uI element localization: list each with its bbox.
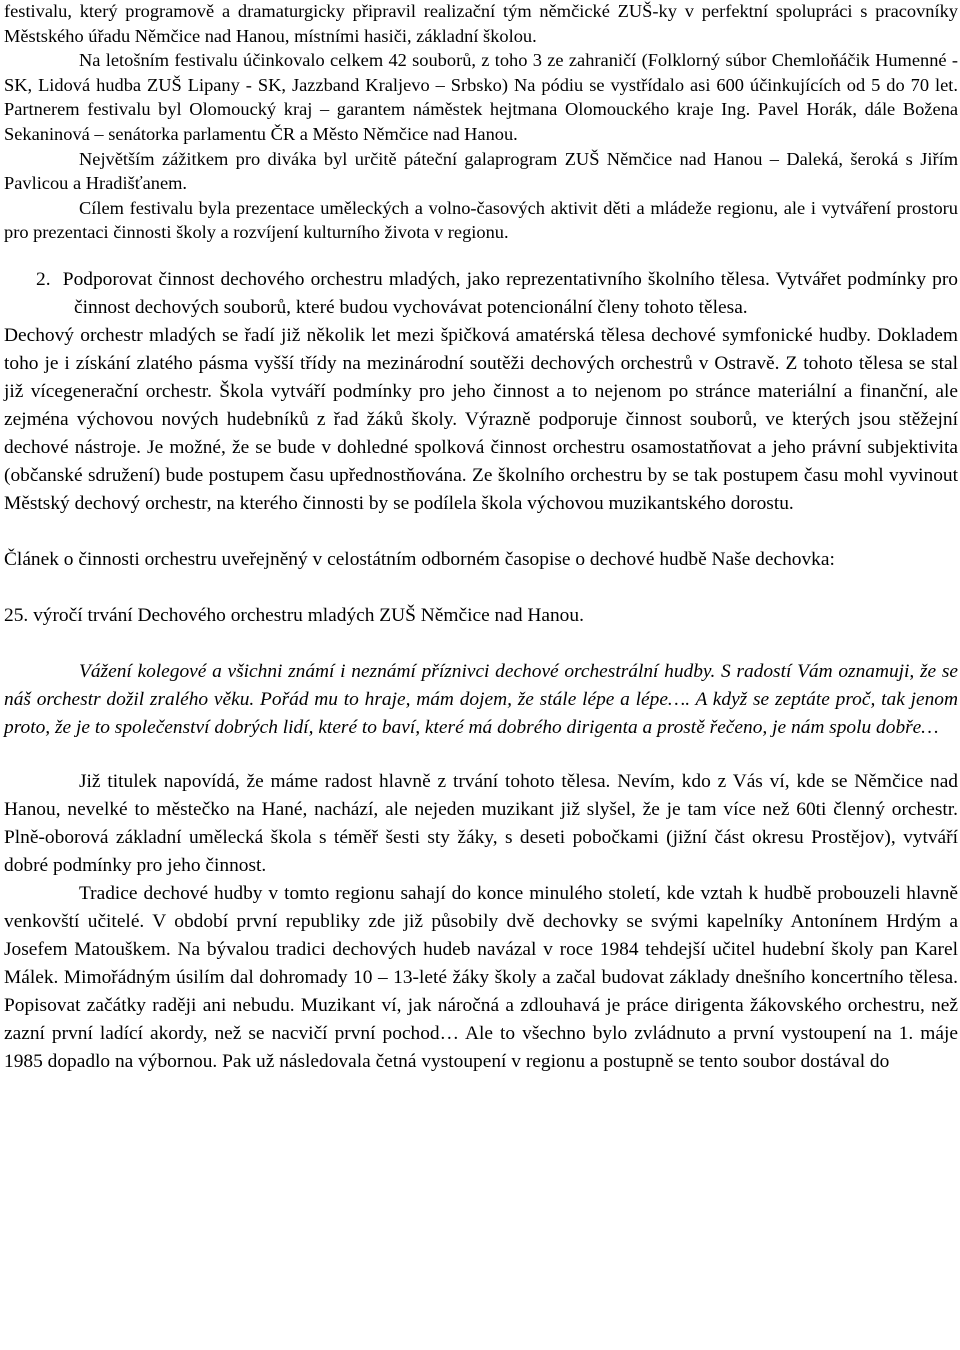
numbered-item-2: [4, 266, 958, 322]
article-title: 25. výročí trvání Dechového orchestru mladých ZUŠ Němčice nad Hanou.: [4, 604, 584, 626]
article-body-paragraph-2: Tradice dechové hudby v tomto regionu sahají do konce minulého století, kde vztah k hudbě probouzeli hlavně venkovští učitelé. V období první republiky zde již působily dvě dechovky se svými kapelníky Antonínem Hrdým a Josefem Matouškem. Na bývalou tradici dechových hudeb navázal v roce 1984 tehdejší učitel hudební školy pan Karel Málek. Mimořádným úsilím dal dohromady 10 – 13-leté žáky školy a začal budovat základy dnešního koncertního tělesa. Popisovat začátky raději ani nebudu. Muzikant ví, jak náročná a zdlouhavá je práce dirigenta žákovského orchestru, než zazní první ladící akordy, než se nacvičí první pochod… Ale to všechno bylo zvládnuto a první vystoupení na 1. máje 1985 dopadlo na výbornou. Pak už následovala četná vystoupení v regionu a postupně se tento soubor dostával do: [4, 882, 958, 1072]
document-page: [4, 0, 958, 1076]
spacer: [4, 742, 958, 768]
article-intro: Článek o činnosti orchestru uveřejněný v celostátním odborném časopise o dechové hudbě Naše dechovka:: [4, 548, 835, 570]
content-section: [4, 266, 958, 1076]
article-body-paragraph-1: Již titulek napovídá, že máme radost hlavně z trvání tohoto tělesa. Nevím, kdo z Vás ví, kde se Němčice nad Hanou, nevelké to městečko na Hané, nachází, ale nejeden muzikant již slyšel, že je tam více než 60ti členný orchestr. Plně-oborová základní umělecká škola s téměř šesti sty žáky, s deseti pobočkami (jižní část okresu Prostějov), vytváří dobré podmínky pro jeho činnost.: [4, 770, 958, 876]
spacer: [4, 245, 958, 266]
festival-paragraph-highlight: Největším zážitkem pro diváka byl určitě páteční galaprogram ZUŠ Němčice nad Hanou – Daleká, šeroká s Jiřím Pavlicou a Hradišťanem.: [4, 148, 958, 194]
orchestra-paragraph: Dechový orchestr mladých se řadí již několik let mezi špičková amatérská tělesa dechové symfonické hudby. Dokladem toho je i získání zlatého pásma vyšší třídy na mezinárodní soutěži dechových orchestrů v Ostravě. Z tohoto tělesa se stal již vícegenerační orchestr. Škola vytváří podmínky pro jeho činnost a to nejenom po stránce materiální a finanční, ale zejména výchovou nových hudebníků z řad žáků školy. Výrazně podporuje činnost souborů, ve kterých jsou stěžejní dechové nástroje. Je možné, že se bude v dohledné spolková činnost orchestru osamostatňovat a jeho právní subjektivita (občanské sdružení) bude postupem času upřednostňována. Ze školního orchestru by se tak postupem času mohl vyvinout Městský dechový orchestr, na kterého činnosti by se podílela škola výchovou muzikantského dorostu.: [4, 324, 958, 514]
festival-paragraph-ensembles: Na letošním festivalu účinkovalo celkem 42 souborů, z toho 3 ze zahraničí (Folklorný súbor Chemloňáčik Humenné - SK, Lidová hudba ZUŠ Lipany - SK, Jazzband Kraljevo – Srbsko) Na pódiu se vystřídalo asi 600 účinkujících od 5 do 70 let. Partnerem festivalu byl Olomoucký kraj – garantem náměstek hejtmana Olomouckého kraje Ing. Pavel Horák, dále Božena Sekaninová – senátorka parlamentu ČR a Město Němčice nad Hanou.: [4, 50, 958, 144]
festival-paragraph-cont: festivalu, který programově a dramaturgicky připravil realizační tým němčické ZUŠ-ky v perfektní spolupráci s pracovníky Městského úřadu Němčice nad Hanou, místními hasiči, základní školou.: [4, 1, 958, 46]
spacer: [4, 518, 958, 546]
item-number: 2.: [36, 268, 51, 290]
spacer: [4, 630, 958, 658]
spacer: [4, 574, 958, 602]
festival-paragraph-goal: Cílem festivalu byla prezentace uměleckých a volno-časových aktivit děti a mládeže regionu, ale i vytváření prostoru pro prezentaci činnosti školy a rozvíjení kulturního života v regionu.: [4, 197, 958, 243]
festival-section: [4, 0, 958, 245]
article-greeting: Vážení kolegové a všichni známí i neznámí příznivci dechové orchestrální hudby. S radostí Vám oznamuji, že se náš orchestr dožil zralého věku. Pořád mu to hraje, mám dojem, že stále lépe a lépe…. A když se zeptáte proč, tak jenom proto, že je to společenství dobrých lidí, které to baví, které má dobrého dirigenta a prostě řečeno, je nám spolu dobře…: [4, 660, 958, 738]
item-text: Podporovat činnost dechového orchestru mladých, jako reprezentativního školního tělesa. Vytvářet podmínky pro činnost dechových souborů, které budou vychovávat potencionální členy tohoto tělesa.: [62, 268, 958, 318]
